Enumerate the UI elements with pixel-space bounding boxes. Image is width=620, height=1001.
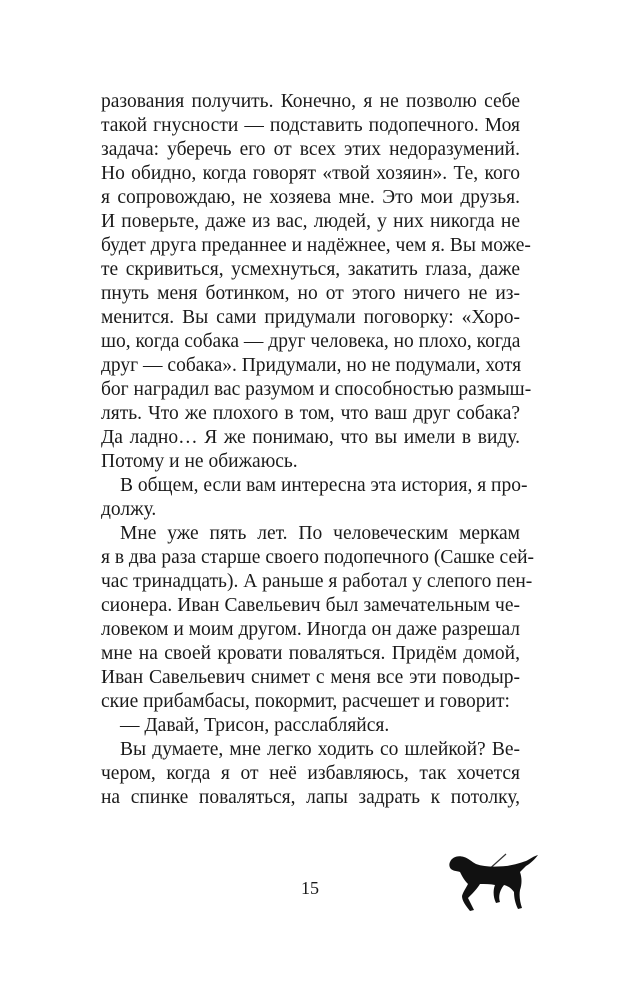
text-line: друг — собака». Придумали, но не подумали, хотя <box>101 355 522 376</box>
text-line: ловеком и моим другом. Иногда он даже разрешал <box>101 619 520 640</box>
text-line: я сопровождаю, не хозяева мне. Это мои друзья. <box>101 187 520 208</box>
text-line: задача: уберечь его от всех этих недоразумений. <box>101 139 520 160</box>
text-line: И поверьте, даже из вас, людей, у них никогда не <box>101 211 520 232</box>
text-line: на спинке поваляться, лапы задрать к потолку, <box>101 787 520 808</box>
text-line: те скривиться, усмехнуться, закатить глаза, даже <box>101 259 520 280</box>
text-line: мне на своей кровати поваляться. Придём домой, <box>101 643 520 664</box>
text-line: час тринадцать). А раньше я работал у слепого пен- <box>101 571 533 592</box>
text-line: сионера. Иван Савельевич был замечательным че- <box>101 595 520 616</box>
text-line: Вы думаете, мне легко ходить со шлейкой? Ве- <box>120 739 520 760</box>
text-line: Но обидно, когда говорят «твой хозяин». Те, кого <box>101 163 520 184</box>
text-line: В общем, если вам интересна эта история, я про- <box>120 475 528 496</box>
text-line: разования получить. Конечно, я не позволю себе <box>101 91 520 112</box>
text-line: бог наградил вас разумом и способностью размыш- <box>101 379 532 400</box>
text-line: — Давай, Трисон, расслабляйся. <box>120 715 390 736</box>
text-line: менится. Вы сами придумали поговорку: «Хоро- <box>101 307 520 328</box>
text-line: шо, когда собака — друг человека, но плохо, когда <box>101 331 521 352</box>
page-body-text <box>101 90 535 810</box>
text-line: пнуть меня ботинком, но от этого ничего не из- <box>101 283 520 304</box>
text-line: лять. Что же плохого в том, что ваш друг собака? <box>101 403 520 424</box>
text-line: Иван Савельевич снимет с меня все эти поводыр- <box>101 667 520 688</box>
text-line: чером, когда я от неё избавляюсь, так хочется <box>101 763 520 784</box>
text-line: такой гнусности — подставить подопечного. Моя <box>101 115 520 136</box>
text-line: Мне уже пять лет. По человеческим меркам <box>120 523 520 544</box>
page-number: 15 <box>301 878 319 898</box>
text-line: будет друга преданнее и надёжнее, чем я. Вы може- <box>101 235 531 256</box>
text-line: должу. <box>101 499 157 520</box>
text-line: Потому и не обижаюсь. <box>101 451 298 472</box>
text-line: Да ладно… Я же понимаю, что вы имели в виду. <box>101 427 520 448</box>
dog-silhouette-icon <box>448 852 540 916</box>
text-line: я в два раза старше своего подопечного (Сашке сей- <box>101 547 535 568</box>
text-line: ские прибамбасы, покормит, расчешет и говорит: <box>101 691 510 712</box>
